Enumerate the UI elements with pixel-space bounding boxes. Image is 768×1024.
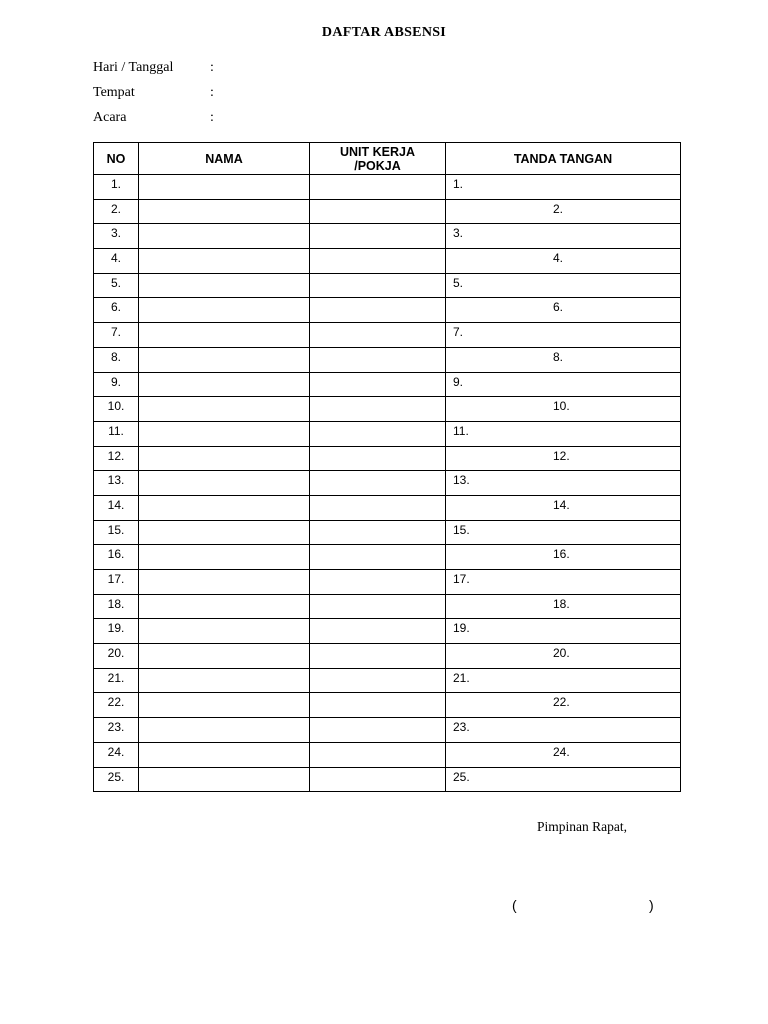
name-cell[interactable] — [139, 298, 310, 323]
unit-cell[interactable] — [310, 520, 446, 545]
name-cell[interactable] — [139, 594, 310, 619]
signature-cell[interactable] — [446, 446, 681, 471]
name-cell[interactable] — [139, 347, 310, 372]
signature-cell[interactable] — [446, 495, 681, 520]
table-row — [94, 693, 681, 718]
signature-cell[interactable] — [446, 199, 681, 224]
table-row — [94, 397, 681, 422]
signature-number: 24. — [553, 744, 570, 759]
signature-number: 25. — [453, 769, 470, 784]
table-row — [94, 495, 681, 520]
row-number: 13. — [94, 471, 139, 496]
row-number: 21. — [94, 668, 139, 693]
name-cell[interactable] — [139, 693, 310, 718]
row-number: 14. — [94, 495, 139, 520]
signature-number: 17. — [453, 572, 470, 586]
row-number: 24. — [94, 742, 139, 767]
row-number: 18. — [94, 594, 139, 619]
signature-open-paren: ( — [512, 897, 517, 913]
signature-number: 18. — [553, 596, 570, 611]
name-cell[interactable] — [139, 619, 310, 644]
signature-number: 16. — [553, 547, 570, 562]
signature-cell[interactable] — [446, 545, 681, 570]
attendance-table — [93, 142, 681, 792]
signature-close-paren: ) — [649, 897, 654, 913]
name-cell[interactable] — [139, 175, 310, 200]
row-number: 19. — [94, 619, 139, 644]
signature-cell[interactable] — [446, 175, 681, 200]
signature-cell[interactable] — [446, 668, 681, 693]
unit-cell[interactable] — [310, 668, 446, 693]
meta-colon: : — [210, 60, 214, 75]
table-row — [94, 273, 681, 298]
row-number: 25. — [94, 767, 139, 792]
row-number: 10. — [94, 397, 139, 422]
unit-cell[interactable] — [310, 224, 446, 249]
row-number: 22. — [94, 693, 139, 718]
name-cell[interactable] — [139, 397, 310, 422]
unit-cell[interactable] — [310, 397, 446, 422]
table-row — [94, 421, 681, 446]
signature-number: 10. — [553, 399, 570, 414]
name-cell[interactable] — [139, 668, 310, 693]
name-cell[interactable] — [139, 718, 310, 743]
signature-cell[interactable] — [446, 298, 681, 323]
name-cell[interactable] — [139, 323, 310, 348]
unit-cell[interactable] — [310, 570, 446, 595]
signature-cell[interactable] — [446, 273, 681, 298]
row-number: 5. — [94, 273, 139, 298]
signature-cell[interactable] — [446, 644, 681, 669]
signature-cell[interactable] — [446, 372, 681, 397]
header-nama: NAMA — [139, 143, 310, 175]
signature-number: 20. — [553, 646, 570, 661]
name-cell[interactable] — [139, 471, 310, 496]
table-row — [94, 644, 681, 669]
unit-cell[interactable] — [310, 644, 446, 669]
signature-cell[interactable] — [446, 594, 681, 619]
name-cell[interactable] — [139, 273, 310, 298]
table-row — [94, 594, 681, 619]
name-cell[interactable] — [139, 545, 310, 570]
signature-cell[interactable] — [446, 249, 681, 274]
row-number: 16. — [94, 545, 139, 570]
table-row — [94, 175, 681, 200]
unit-cell[interactable] — [310, 372, 446, 397]
unit-cell[interactable] — [310, 446, 446, 471]
signature-number: 19. — [453, 621, 470, 636]
name-cell[interactable] — [139, 199, 310, 224]
name-cell[interactable] — [139, 421, 310, 446]
table-row — [94, 742, 681, 767]
unit-cell[interactable] — [310, 298, 446, 323]
header-unit-line1: UNIT KERJA — [339, 144, 415, 159]
header-unit — [310, 143, 446, 175]
row-number: 12. — [94, 446, 139, 471]
signature-cell[interactable] — [446, 471, 681, 496]
table-row — [94, 619, 681, 644]
table-row — [94, 520, 681, 545]
table-row — [94, 372, 681, 397]
name-cell[interactable] — [139, 224, 310, 249]
row-number: 23. — [94, 718, 139, 743]
name-cell[interactable] — [139, 570, 310, 595]
meta-colon: : — [210, 85, 214, 100]
row-number: 4. — [94, 249, 139, 274]
table-row — [94, 545, 681, 570]
name-cell[interactable] — [139, 644, 310, 669]
signature-number: 7. — [453, 325, 464, 340]
name-cell[interactable] — [139, 767, 310, 792]
unit-cell[interactable] — [310, 495, 446, 520]
signature-cell[interactable] — [446, 570, 681, 595]
unit-cell[interactable] — [310, 742, 446, 767]
signature-cell[interactable] — [446, 693, 681, 718]
table-row — [94, 767, 681, 792]
unit-cell[interactable] — [310, 619, 446, 644]
signature-number: 9. — [453, 374, 464, 389]
unit-cell[interactable] — [310, 594, 446, 619]
signature-number: 11. — [453, 423, 469, 438]
row-number: 15. — [94, 520, 139, 545]
unit-cell[interactable] — [310, 249, 446, 274]
table-row — [94, 323, 681, 348]
signature-number: 3. — [453, 226, 464, 241]
signature-number: 23. — [453, 720, 470, 735]
table-row — [94, 199, 681, 224]
unit-cell[interactable] — [310, 323, 446, 348]
signature-number: 13. — [453, 473, 470, 488]
signature-number: 21. — [453, 670, 470, 685]
signature-number: 8. — [553, 349, 564, 364]
table-row — [94, 249, 681, 274]
signature-cell[interactable] — [446, 619, 681, 644]
table-row — [94, 668, 681, 693]
header-unit-line2: /POKJA — [354, 158, 401, 173]
unit-cell[interactable] — [310, 545, 446, 570]
signature-cell[interactable] — [446, 397, 681, 422]
meta-colon: : — [210, 110, 214, 125]
signature-cell[interactable] — [446, 421, 681, 446]
table-row — [94, 570, 681, 595]
unit-cell[interactable] — [310, 767, 446, 792]
signature-number: 15. — [453, 522, 470, 537]
meta-label: Tempat — [93, 85, 135, 100]
name-cell[interactable] — [139, 446, 310, 471]
name-cell[interactable] — [139, 495, 310, 520]
signature-cell[interactable] — [446, 742, 681, 767]
table-body — [94, 175, 681, 792]
signature-cell[interactable] — [446, 767, 681, 792]
signature-number: 14. — [553, 497, 570, 512]
signature-number: 5. — [453, 275, 464, 290]
signature-cell[interactable] — [446, 520, 681, 545]
signature-number: 1. — [453, 177, 464, 191]
table-row — [94, 446, 681, 471]
row-number: 1. — [94, 175, 139, 200]
table-header-row — [94, 143, 681, 175]
name-cell[interactable] — [139, 520, 310, 545]
row-number: 8. — [94, 347, 139, 372]
signature-cell[interactable] — [446, 718, 681, 743]
table-row — [94, 298, 681, 323]
row-number: 3. — [94, 224, 139, 249]
table-row — [94, 471, 681, 496]
table-row — [94, 718, 681, 743]
name-cell[interactable] — [139, 372, 310, 397]
row-number: 11. — [94, 421, 139, 446]
document-title: DAFTAR ABSENSI — [321, 25, 447, 40]
row-number: 9. — [94, 372, 139, 397]
unit-cell[interactable] — [310, 718, 446, 743]
signature-cell[interactable] — [446, 224, 681, 249]
row-number: 6. — [94, 298, 139, 323]
signature-number: 4. — [553, 251, 564, 266]
unit-cell[interactable] — [310, 347, 446, 372]
table-row — [94, 224, 681, 249]
table-row — [94, 347, 681, 372]
unit-cell[interactable] — [310, 693, 446, 718]
row-number: 2. — [94, 199, 139, 224]
signature-cell[interactable] — [446, 347, 681, 372]
row-number: 17. — [94, 570, 139, 595]
signature-number: 6. — [553, 300, 564, 315]
unit-cell[interactable] — [310, 471, 446, 496]
row-number: 20. — [94, 644, 139, 669]
header-no: NO — [94, 143, 139, 175]
unit-cell[interactable] — [310, 421, 446, 446]
signature-label: Pimpinan Rapat, — [537, 819, 627, 834]
header-tanda-tangan: TANDA TANGAN — [446, 143, 681, 175]
name-cell[interactable] — [139, 742, 310, 767]
meta-label: Hari / Tanggal — [93, 60, 174, 75]
unit-cell[interactable] — [310, 199, 446, 224]
signature-number: 12. — [553, 448, 570, 463]
row-number: 7. — [94, 323, 139, 348]
signature-cell[interactable] — [446, 323, 681, 348]
signature-number: 22. — [553, 695, 570, 710]
unit-cell[interactable] — [310, 175, 446, 200]
unit-cell[interactable] — [310, 273, 446, 298]
signature-number: 2. — [553, 201, 564, 216]
name-cell[interactable] — [139, 249, 310, 274]
meta-label: Acara — [93, 110, 127, 125]
